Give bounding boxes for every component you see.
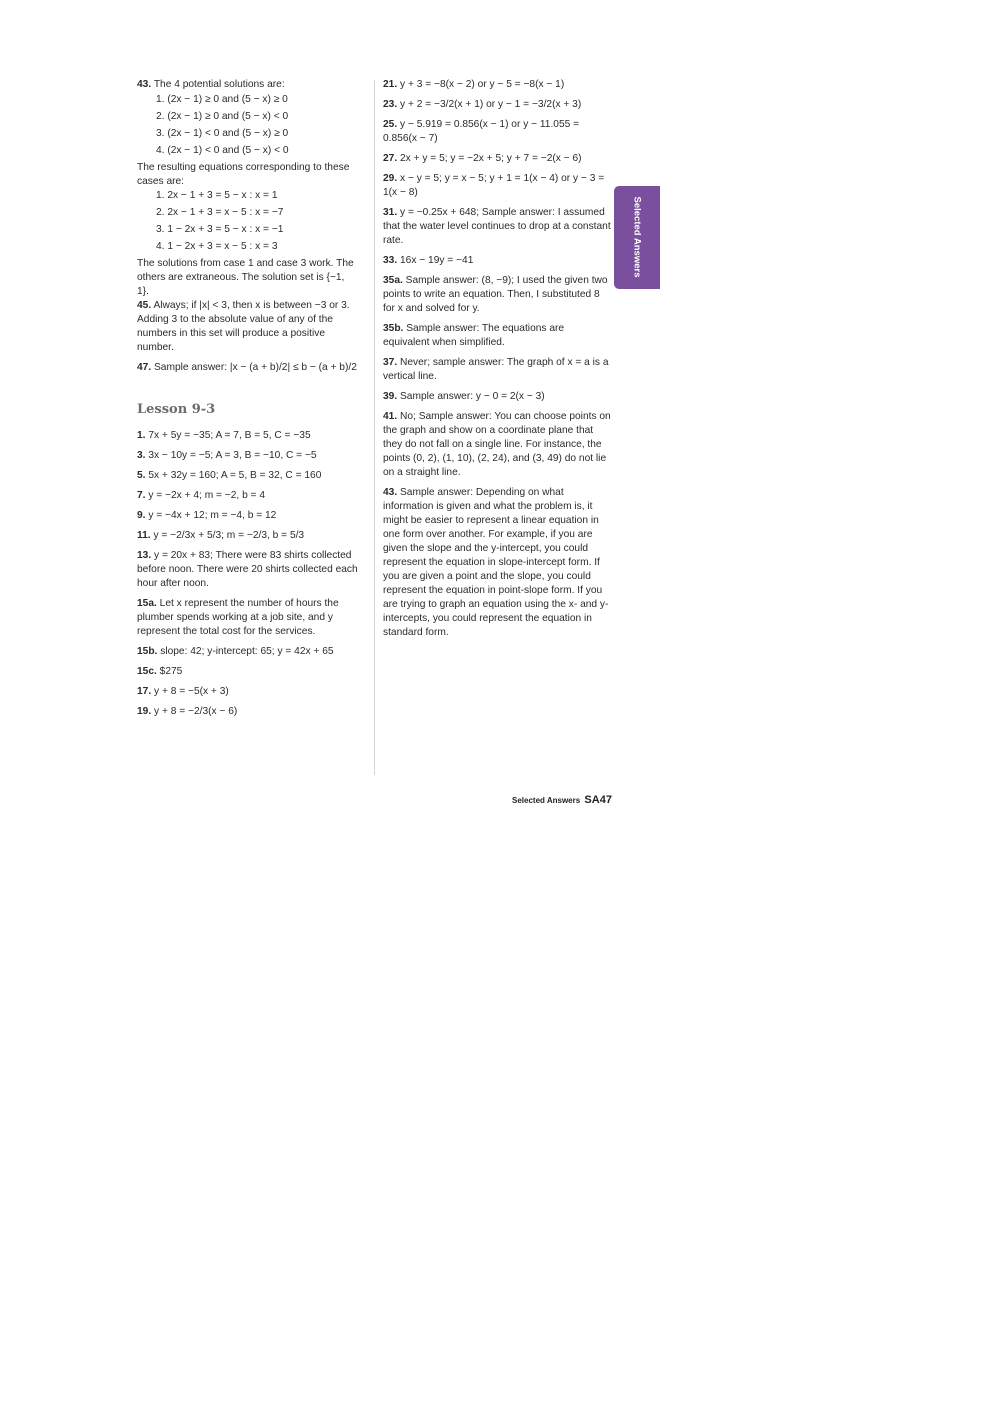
answer-number: 41.	[383, 411, 398, 422]
equation-line: 3. 1 − 2x + 3 = 5 − x : x = −1	[156, 224, 284, 235]
case-line: 4. (2x − 1) < 0 and (5 − x) < 0	[156, 145, 289, 156]
answer-item	[383, 98, 611, 112]
lesson-answer	[137, 549, 359, 591]
case-line: 2. (2x − 1) ≥ 0 and (5 − x) < 0	[156, 111, 289, 122]
answer-item	[383, 274, 611, 316]
answer-text: Sample answer: y − 0 = 2(x − 3)	[400, 391, 545, 402]
answer-text: 3x − 10y = −5; A = 3, B = −10, C = −5	[148, 450, 317, 461]
answer-text: Never; sample answer: The graph of x = a is a vertical line.	[383, 357, 609, 382]
answer-number: 33.	[383, 255, 398, 266]
lesson-answer	[137, 509, 359, 523]
answer-number: 47.	[137, 362, 152, 373]
answer-number: 3.	[137, 450, 146, 461]
lesson-answer	[137, 645, 359, 659]
answer-item	[383, 254, 611, 268]
answer-number: 11.	[137, 530, 151, 541]
answer-number: 39.	[383, 391, 398, 402]
answer-item	[383, 78, 611, 92]
answer-text: Let x represent the number of hours the plumber spends working at a job site, and y represent the total cost for the services.	[137, 598, 339, 637]
answer-text: 2x + y = 5; y = −2x + 5; y + 7 = −2(x − 6)	[400, 153, 582, 164]
answer-number: 43.	[383, 487, 398, 498]
equation-line: 4. 1 − 2x + 3 = x − 5 : x = 3	[156, 241, 278, 252]
lesson-answer	[137, 529, 359, 543]
answer-text: $275	[159, 666, 183, 677]
answer-number: 21.	[383, 79, 398, 90]
lesson-answer	[137, 705, 359, 719]
answer-text: 16x − 19y = −41	[400, 255, 474, 266]
answer-text: slope: 42; y-intercept: 65; y = 42x + 65	[160, 646, 334, 657]
answer-number: 1.	[137, 430, 146, 441]
answer-text: y − 5.919 = 0.856(x − 1) or y − 11.055 = 0.856(x − 7)	[383, 119, 580, 144]
answer-item	[383, 356, 611, 384]
lesson-answer	[137, 597, 359, 639]
answer-item	[383, 118, 611, 146]
answer-text: y = −0.25x + 648; Sample answer: I assumed that the water level continues to drop at a constant rate.	[383, 207, 611, 246]
lesson-answer	[137, 449, 359, 463]
answer-number: 5.	[137, 470, 146, 481]
lesson-heading: Lesson 9-3	[137, 402, 216, 417]
answer-item	[383, 206, 611, 248]
answer-number: 9.	[137, 510, 146, 521]
answer-text: No; Sample answer: You can choose points on the graph and show on a coordinate plane that they do not fall on a single line. For instance, the points (0, 2), (1, 10), (2, 24), and (3, 49) do not lie on a straight line.	[383, 411, 611, 478]
answer-number: 37.	[383, 357, 398, 368]
case-line: 3. (2x − 1) < 0 and (5 − x) ≥ 0	[156, 128, 289, 139]
answer-number: 43.	[137, 79, 152, 90]
equation-line: 1. 2x − 1 + 3 = 5 − x : x = 1	[156, 190, 278, 201]
answer-item	[383, 152, 611, 166]
answer-text: y + 8 = −2/3(x − 6)	[154, 706, 238, 717]
left-column	[137, 78, 359, 725]
answer-number: 13.	[137, 550, 152, 561]
answer-text: y + 2 = −3/2(x + 1) or y − 1 = −3/2(x + 3)	[400, 99, 582, 110]
answer-text: x − y = 5; y = x − 5; y + 1 = 1(x − 4) or y − 3 = 1(x − 8)	[383, 173, 605, 198]
answer-number: 15c.	[137, 666, 157, 677]
answer-47	[137, 361, 359, 375]
answer-number: 7.	[137, 490, 146, 501]
answer-text: The resulting equations corresponding to these cases are:	[137, 162, 350, 187]
answer-item	[383, 172, 611, 200]
case-line: 1. (2x − 1) ≥ 0 and (5 − x) ≥ 0	[156, 94, 288, 105]
lesson-answer	[137, 489, 359, 503]
answer-text: y + 8 = −5(x + 3)	[154, 686, 229, 697]
answer-item	[383, 390, 611, 404]
footer-label: Selected Answers	[512, 796, 581, 805]
lesson-answer	[137, 665, 359, 679]
answer-text: Sample answer: Depending on what information is given and what the problem is, it might be easier to represent a linear equation in one form over another. For example, if you are given the slope and the y-intercept, you could represent the equation in slope-intercept form. If you are given a point and the slope, you could represent the equation in point-slope form. If you are trying to graph an equation using the x- and y-intercepts, you could represent the equation in standard form.	[383, 487, 609, 638]
page-number: SA47	[584, 794, 612, 806]
answer-43	[137, 78, 359, 92]
right-column	[383, 78, 611, 646]
answer-text: y = −2x + 4; m = −2, b = 4	[148, 490, 266, 501]
equation-line: 2. 2x − 1 + 3 = x − 5 : x = −7	[156, 207, 284, 218]
answer-number: 15b.	[137, 646, 158, 657]
answer-text: Always; if |x| < 3, then x is between −3 or 3. Adding 3 to the absolute value of any of the numbers in this set will produce a positive number.	[137, 300, 350, 353]
answer-text: y = −4x + 12; m = −4, b = 12	[148, 510, 277, 521]
answer-number: 31.	[383, 207, 398, 218]
answer-number: 29.	[383, 173, 398, 184]
answer-number: 45.	[137, 300, 152, 311]
answer-text: 7x + 5y = −35; A = 7, B = 5, C = −35	[148, 430, 311, 441]
column-divider	[374, 80, 375, 775]
answer-number: 19.	[137, 706, 152, 717]
lesson-answer	[137, 469, 359, 483]
answer-number: 15a.	[137, 598, 157, 609]
answer-item	[383, 486, 611, 640]
answer-number: 23.	[383, 99, 398, 110]
answer-text: y + 3 = −8(x − 2) or y − 5 = −8(x − 1)	[400, 79, 565, 90]
answer-item	[383, 410, 611, 480]
answer-number: 25.	[383, 119, 398, 130]
answer-item	[383, 322, 611, 350]
answer-number: 17.	[137, 686, 152, 697]
answer-45	[137, 299, 359, 355]
answer-text: y = −2/3x + 5/3; m = −2/3, b = 5/3	[153, 530, 305, 541]
answer-number: 35b.	[383, 323, 404, 334]
answer-text: The solutions from case 1 and case 3 work. The others are extraneous. The solution set is {−1, 1}.	[137, 258, 354, 297]
tab-label: Selected Answers	[631, 196, 643, 278]
answer-text: The 4 potential solutions are:	[153, 79, 285, 90]
selected-answers-tab	[614, 186, 660, 289]
answer-text: Sample answer: (8, −9); I used the given two points to write an equation. Then, I substituted 8 for x and solved for y.	[383, 275, 608, 314]
answer-text: Sample answer: The equations are equivalent when simplified.	[383, 323, 565, 348]
answer-number: 27.	[383, 153, 398, 164]
answer-text: y = 20x + 83; There were 83 shirts collected before noon. There were 20 shirts collected each hour after noon.	[137, 550, 358, 589]
answer-text: 5x + 32y = 160; A = 5, B = 32, C = 160	[148, 470, 322, 481]
answer-text: Sample answer: |x − (a + b)/2| ≤ b − (a + b)/2	[154, 362, 357, 373]
lesson-answer	[137, 429, 359, 443]
lesson-answer	[137, 685, 359, 699]
page-footer	[512, 794, 612, 806]
answer-number: 35a.	[383, 275, 403, 286]
